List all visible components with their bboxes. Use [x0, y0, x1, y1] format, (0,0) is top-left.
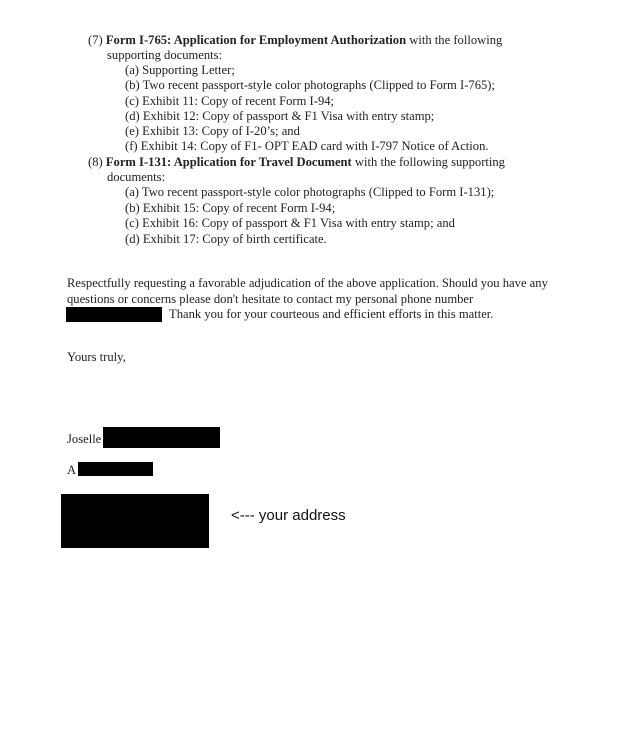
sub-item: (b) Exhibit 15: Copy of recent Form I-94; [125, 201, 336, 215]
sub-item: (f) Exhibit 14: Copy of F1- OPT EAD card with I-797 Notice of Action. [125, 139, 489, 153]
list-item-8 [88, 155, 505, 170]
closing-paragraph-line: Thank you for your courteous and efficient efforts in this matter. [169, 307, 494, 321]
closing-paragraph-line: questions or concerns please don't hesitate to contact my personal phone number [67, 292, 474, 306]
redacted-last-name [103, 427, 220, 448]
address-annotation: <--- your address [231, 507, 346, 524]
sub-item: (d) Exhibit 17: Copy of birth certificate. [125, 232, 327, 246]
redacted-phone-number [66, 307, 162, 322]
sub-item: (d) Exhibit 12: Copy of passport & F1 Visa with entry stamp; [125, 109, 435, 123]
list-item-text: with the following supporting [354, 155, 505, 169]
sub-item: (c) Exhibit 11: Copy of recent Form I-94; [125, 94, 335, 108]
redacted-a-number [78, 462, 153, 476]
sub-item: (a) Supporting Letter; [125, 63, 235, 77]
signoff: Yours truly, [67, 350, 126, 364]
signature-name: Joselle [67, 432, 102, 446]
list-item-continuation: documents: [107, 170, 166, 184]
list-item-continuation: supporting documents: [107, 48, 223, 62]
list-item-7 [88, 33, 502, 48]
sub-item: (e) Exhibit 13: Copy of I-20’s; and [125, 124, 300, 138]
signature-id-prefix: A [67, 463, 77, 477]
list-number: (8) [88, 155, 103, 169]
sub-item: (b) Two recent passport-style color photographs (Clipped to Form I-765); [125, 78, 495, 92]
redacted-address-block [61, 494, 209, 548]
list-item-text: with the following [409, 33, 503, 47]
list-number: (7) [88, 33, 103, 47]
sub-item: (a) Two recent passport-style color photographs (Clipped to Form I-131); [125, 185, 495, 199]
sub-item: (c) Exhibit 16: Copy of passport & F1 Visa with entry stamp; and [125, 216, 455, 230]
closing-paragraph-line: Respectfully requesting a favorable adjudication of the above application. Should you have any [67, 276, 548, 290]
form-title: Form I-131: Application for Travel Document [105, 155, 352, 169]
form-title: Form I-765: Application for Employment Authorization [105, 33, 407, 47]
